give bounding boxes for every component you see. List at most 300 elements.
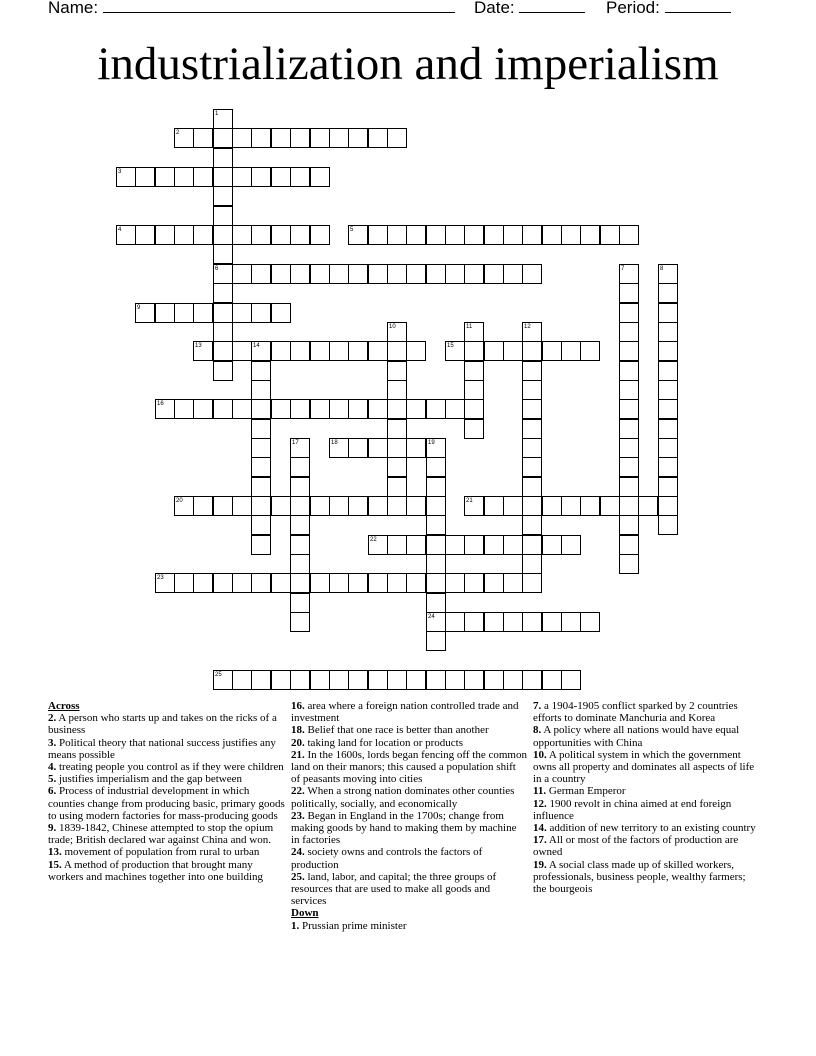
clue-item — [533, 700, 761, 724]
grid-cell[interactable] — [368, 496, 388, 516]
grid-cell[interactable] — [232, 128, 252, 148]
clue-item — [533, 798, 761, 822]
grid-cell[interactable] — [290, 515, 310, 535]
grid-cell[interactable] — [522, 380, 542, 400]
grid-cell[interactable] — [658, 399, 678, 419]
clue-item-number: 7. — [533, 700, 542, 712]
clue-number: 21 — [466, 498, 473, 504]
grid-cell[interactable] — [290, 535, 310, 555]
grid-cell[interactable] — [638, 496, 658, 516]
grid-cell[interactable] — [503, 612, 523, 632]
grid-cell[interactable] — [193, 573, 213, 593]
grid-cell[interactable] — [232, 264, 252, 284]
grid-cell[interactable] — [329, 264, 349, 284]
grid-cell[interactable] — [271, 670, 291, 690]
grid-cell[interactable] — [348, 399, 368, 419]
grid-cell[interactable] — [619, 380, 639, 400]
down-heading: Down — [291, 907, 319, 920]
clue-item — [291, 749, 527, 786]
grid-cell[interactable] — [503, 670, 523, 690]
clue-number: 14 — [253, 343, 260, 349]
grid-cell[interactable] — [310, 341, 330, 361]
grid-cell[interactable] — [251, 399, 271, 419]
clue-item-number: 11. — [533, 785, 547, 798]
grid-cell[interactable] — [542, 612, 562, 632]
grid-cell[interactable] — [368, 670, 388, 690]
grid-cell[interactable] — [368, 573, 388, 593]
grid-cell[interactable] — [522, 225, 542, 245]
grid-cell[interactable] — [271, 167, 291, 187]
grid-cell[interactable] — [213, 573, 233, 593]
grid-cell[interactable] — [522, 264, 542, 284]
grid-cell[interactable] — [445, 225, 465, 245]
grid-cell[interactable] — [464, 399, 484, 419]
grid-cell[interactable] — [619, 438, 639, 458]
grid-cell[interactable] — [503, 535, 523, 555]
grid-cell[interactable] — [251, 496, 271, 516]
grid-cell[interactable] — [271, 225, 291, 245]
grid-cell[interactable] — [658, 457, 678, 477]
grid-cell[interactable] — [484, 341, 504, 361]
grid-cell[interactable] — [561, 496, 581, 516]
grid-cell[interactable] — [619, 399, 639, 419]
clue-item-number: 9. — [48, 822, 57, 835]
grid-cell[interactable] — [600, 496, 620, 516]
grid-cell[interactable] — [213, 148, 233, 168]
grid-cell[interactable] — [310, 670, 330, 690]
grid-cell[interactable] — [580, 612, 600, 632]
clue-column-1 — [48, 700, 288, 883]
grid-cell[interactable] — [387, 341, 407, 361]
grid-cell[interactable] — [213, 225, 233, 245]
grid-cell[interactable] — [232, 225, 252, 245]
grid-cell[interactable] — [484, 573, 504, 593]
grid-cell[interactable] — [406, 496, 426, 516]
grid-cell[interactable] — [232, 670, 252, 690]
grid-cell[interactable] — [290, 225, 310, 245]
grid-cell[interactable] — [329, 128, 349, 148]
grid-cell[interactable] — [542, 496, 562, 516]
clue-item-text: treating people you control as if they were children — [59, 761, 284, 774]
grid-cell[interactable] — [426, 593, 446, 613]
clue-item — [48, 822, 288, 846]
grid-cell[interactable] — [271, 303, 291, 323]
clue-item — [291, 737, 527, 749]
grid-cell[interactable] — [387, 477, 407, 497]
grid-cell[interactable] — [658, 380, 678, 400]
grid-cell[interactable] — [619, 457, 639, 477]
clue-item — [291, 810, 527, 847]
grid-cell[interactable] — [464, 612, 484, 632]
clue-item — [48, 785, 288, 822]
grid-cell[interactable] — [426, 264, 446, 284]
grid-cell[interactable] — [503, 573, 523, 593]
grid-cell[interactable] — [619, 477, 639, 497]
grid-cell[interactable] — [213, 128, 233, 148]
clue-item — [48, 737, 288, 761]
grid-cell[interactable] — [658, 438, 678, 458]
grid-cell[interactable] — [619, 225, 639, 245]
grid-cell[interactable] — [522, 419, 542, 439]
grid-cell[interactable] — [464, 535, 484, 555]
grid-cell[interactable] — [387, 535, 407, 555]
grid-cell[interactable] — [348, 670, 368, 690]
grid-cell[interactable] — [251, 225, 271, 245]
grid-cell[interactable] — [387, 361, 407, 381]
grid-cell[interactable] — [387, 380, 407, 400]
clue-item-text: justifies imperialism and the gap between — [59, 773, 242, 786]
grid-cell[interactable] — [619, 341, 639, 361]
grid-cell[interactable] — [387, 225, 407, 245]
clue-item-number: 1. — [291, 919, 300, 932]
grid-cell[interactable] — [426, 496, 446, 516]
grid-cell[interactable] — [561, 341, 581, 361]
grid-cell[interactable] — [445, 573, 465, 593]
grid-cell[interactable] — [310, 167, 330, 187]
grid-cell[interactable] — [464, 419, 484, 439]
grid-cell[interactable] — [232, 303, 252, 323]
grid-cell[interactable] — [580, 341, 600, 361]
clue-item-number: 10. — [533, 748, 547, 761]
grid-cell[interactable] — [619, 554, 639, 574]
grid-cell[interactable] — [368, 341, 388, 361]
across-heading: Across — [48, 700, 80, 712]
clue-item-text: society owns and controls the factors of production — [291, 846, 483, 871]
grid-cell[interactable] — [561, 612, 581, 632]
grid-cell[interactable] — [290, 477, 310, 497]
clue-item — [533, 822, 761, 834]
grid-cell[interactable] — [290, 554, 310, 574]
clue-number: 18 — [331, 440, 338, 446]
grid-cell[interactable] — [522, 612, 542, 632]
clue-number: 19 — [428, 440, 435, 446]
grid-cell[interactable] — [213, 303, 233, 323]
clue-item-number: 13. — [48, 846, 62, 859]
clue-item — [48, 712, 288, 736]
grid-cell[interactable] — [658, 496, 678, 516]
grid-cell[interactable] — [310, 225, 330, 245]
grid-cell[interactable] — [251, 419, 271, 439]
grid-cell[interactable] — [174, 303, 194, 323]
grid-cell[interactable] — [522, 573, 542, 593]
grid-cell[interactable] — [290, 341, 310, 361]
grid-cell[interactable] — [368, 264, 388, 284]
grid-cell[interactable] — [271, 573, 291, 593]
grid-cell[interactable] — [406, 225, 426, 245]
grid-cell[interactable] — [251, 264, 271, 284]
grid-cell[interactable] — [484, 670, 504, 690]
grid-cell[interactable] — [348, 264, 368, 284]
clue-number: 2 — [176, 130, 180, 136]
grid-cell[interactable] — [426, 535, 446, 555]
grid-cell[interactable] — [503, 496, 523, 516]
grid-cell[interactable] — [155, 167, 175, 187]
grid-cell[interactable] — [310, 496, 330, 516]
grid-cell[interactable] — [387, 399, 407, 419]
grid-cell[interactable] — [387, 438, 407, 458]
grid-cell[interactable] — [193, 399, 213, 419]
grid-cell[interactable] — [484, 535, 504, 555]
grid-cell[interactable] — [426, 515, 446, 535]
clue-item-text: In the 1600s, lords began fencing off the common land on their manors; this caused a population shift of peasants moving into cities — [291, 748, 527, 786]
grid-cell[interactable] — [522, 361, 542, 381]
grid-cell[interactable] — [387, 457, 407, 477]
grid-cell[interactable] — [503, 264, 523, 284]
grid-cell[interactable] — [193, 225, 213, 245]
grid-cell[interactable] — [271, 496, 291, 516]
grid-cell[interactable] — [387, 670, 407, 690]
grid-cell[interactable] — [426, 631, 446, 651]
grid-cell[interactable] — [193, 303, 213, 323]
grid-cell[interactable] — [290, 496, 310, 516]
grid-cell[interactable] — [542, 535, 562, 555]
clue-item — [291, 871, 527, 908]
grid-cell[interactable] — [213, 341, 233, 361]
grid-cell[interactable] — [406, 573, 426, 593]
grid-cell[interactable] — [445, 612, 465, 632]
clue-item — [533, 859, 761, 896]
grid-cell[interactable] — [387, 128, 407, 148]
grid-cell[interactable] — [213, 399, 233, 419]
grid-cell[interactable] — [484, 612, 504, 632]
grid-cell[interactable] — [522, 515, 542, 535]
grid-cell[interactable] — [290, 612, 310, 632]
grid-cell[interactable] — [213, 283, 233, 303]
clue-number: 6 — [215, 266, 219, 272]
grid-cell[interactable] — [522, 457, 542, 477]
grid-cell[interactable] — [155, 303, 175, 323]
grid-cell[interactable] — [580, 496, 600, 516]
grid-cell[interactable] — [251, 535, 271, 555]
grid-cell[interactable] — [290, 593, 310, 613]
grid-cell[interactable] — [193, 128, 213, 148]
grid-cell[interactable] — [542, 225, 562, 245]
grid-cell[interactable] — [406, 264, 426, 284]
grid-cell[interactable] — [290, 399, 310, 419]
grid-cell[interactable] — [251, 457, 271, 477]
clue-item-text: A method of production that brought many workers and machines together into one building — [48, 858, 264, 883]
grid-cell[interactable] — [155, 225, 175, 245]
grid-cell[interactable] — [387, 496, 407, 516]
grid-cell[interactable] — [329, 496, 349, 516]
clue-item-number: 5. — [48, 773, 57, 786]
grid-cell[interactable] — [464, 670, 484, 690]
grid-cell[interactable] — [619, 419, 639, 439]
grid-cell[interactable] — [271, 264, 291, 284]
grid-cell[interactable] — [600, 225, 620, 245]
grid-cell[interactable] — [464, 380, 484, 400]
grid-cell[interactable] — [213, 361, 233, 381]
grid-cell[interactable] — [251, 167, 271, 187]
grid-cell[interactable] — [290, 573, 310, 593]
grid-cell[interactable] — [329, 670, 349, 690]
grid-cell[interactable] — [232, 573, 252, 593]
grid-cell[interactable] — [406, 535, 426, 555]
grid-cell[interactable] — [658, 322, 678, 342]
grid-cell[interactable] — [368, 438, 388, 458]
clue-item-text: All or most of the factors of production are owned — [533, 834, 739, 859]
grid-cell[interactable] — [619, 361, 639, 381]
grid-cell[interactable] — [522, 496, 542, 516]
grid-cell[interactable] — [290, 670, 310, 690]
grid-cell[interactable] — [135, 225, 155, 245]
grid-cell[interactable] — [213, 496, 233, 516]
grid-cell[interactable] — [445, 535, 465, 555]
grid-cell[interactable] — [522, 438, 542, 458]
clue-item-text: 1839-1842, Chinese attempted to stop the opium trade; British declared war against China and won. — [48, 822, 274, 847]
grid-cell[interactable] — [232, 341, 252, 361]
grid-cell[interactable] — [387, 573, 407, 593]
grid-cell[interactable] — [290, 128, 310, 148]
grid-cell[interactable] — [193, 496, 213, 516]
grid-cell[interactable] — [464, 225, 484, 245]
grid-cell[interactable] — [213, 167, 233, 187]
clue-item-number: 4. — [48, 761, 57, 774]
grid-cell[interactable] — [329, 341, 349, 361]
grid-cell[interactable] — [619, 303, 639, 323]
grid-cell[interactable] — [174, 573, 194, 593]
grid-cell[interactable] — [251, 128, 271, 148]
grid-cell[interactable] — [426, 225, 446, 245]
grid-cell[interactable] — [213, 322, 233, 342]
grid-cell[interactable] — [232, 167, 252, 187]
grid-cell[interactable] — [658, 477, 678, 497]
grid-cell[interactable] — [542, 670, 562, 690]
grid-cell[interactable] — [232, 399, 252, 419]
grid-cell[interactable] — [619, 283, 639, 303]
grid-cell[interactable] — [387, 264, 407, 284]
grid-cell[interactable] — [503, 341, 523, 361]
grid-cell[interactable] — [658, 419, 678, 439]
grid-cell[interactable] — [368, 399, 388, 419]
grid-cell[interactable] — [135, 167, 155, 187]
grid-cell[interactable] — [368, 225, 388, 245]
clue-item — [291, 700, 527, 724]
grid-cell[interactable] — [522, 477, 542, 497]
grid-cell[interactable] — [271, 341, 291, 361]
grid-cell[interactable] — [445, 399, 465, 419]
grid-cell[interactable] — [329, 573, 349, 593]
grid-cell[interactable] — [348, 341, 368, 361]
grid-cell[interactable] — [368, 128, 388, 148]
puzzle-title: industrialization and imperialism — [97, 38, 719, 90]
grid-cell[interactable] — [522, 670, 542, 690]
clue-item — [48, 846, 288, 858]
grid-cell[interactable] — [464, 361, 484, 381]
clue-item-number: 6. — [48, 785, 57, 798]
grid-cell[interactable] — [619, 535, 639, 555]
grid-cell[interactable] — [658, 303, 678, 323]
grid-cell[interactable] — [445, 670, 465, 690]
grid-cell[interactable] — [658, 341, 678, 361]
grid-cell[interactable] — [406, 670, 426, 690]
grid-cell[interactable] — [426, 457, 446, 477]
grid-cell[interactable] — [251, 670, 271, 690]
clue-item-text: Belief that one race is better than another — [307, 724, 489, 737]
grid-cell[interactable] — [503, 225, 523, 245]
grid-cell[interactable] — [406, 399, 426, 419]
grid-cell[interactable] — [213, 186, 233, 206]
grid-cell[interactable] — [174, 225, 194, 245]
grid-cell[interactable] — [213, 206, 233, 226]
grid-cell[interactable] — [406, 341, 426, 361]
grid-cell[interactable] — [310, 264, 330, 284]
grid-cell[interactable] — [251, 303, 271, 323]
grid-cell[interactable] — [406, 438, 426, 458]
grid-cell[interactable] — [658, 361, 678, 381]
grid-cell[interactable] — [580, 225, 600, 245]
grid-cell[interactable] — [174, 399, 194, 419]
grid-cell[interactable] — [271, 399, 291, 419]
grid-cell[interactable] — [464, 264, 484, 284]
grid-cell[interactable] — [522, 554, 542, 574]
grid-cell[interactable] — [561, 225, 581, 245]
grid-cell[interactable] — [251, 438, 271, 458]
grid-cell[interactable] — [522, 535, 542, 555]
grid-cell[interactable] — [561, 535, 581, 555]
grid-cell[interactable] — [310, 128, 330, 148]
grid-cell[interactable] — [658, 283, 678, 303]
grid-cell[interactable] — [522, 399, 542, 419]
grid-cell[interactable] — [619, 322, 639, 342]
grid-cell[interactable] — [251, 380, 271, 400]
grid-cell[interactable] — [464, 341, 484, 361]
grid-cell[interactable] — [329, 399, 349, 419]
grid-cell[interactable] — [426, 477, 446, 497]
grid-cell[interactable] — [348, 496, 368, 516]
grid-cell[interactable] — [271, 128, 291, 148]
clue-column-3 — [533, 700, 761, 895]
grid-cell[interactable] — [464, 573, 484, 593]
grid-cell[interactable] — [658, 515, 678, 535]
clue-item-number: 20. — [291, 736, 305, 749]
grid-cell[interactable] — [290, 167, 310, 187]
grid-cell[interactable] — [561, 670, 581, 690]
grid-cell[interactable] — [310, 573, 330, 593]
grid-cell[interactable] — [348, 438, 368, 458]
grid-cell[interactable] — [426, 399, 446, 419]
grid-cell[interactable] — [426, 573, 446, 593]
grid-cell[interactable] — [619, 515, 639, 535]
grid-cell[interactable] — [348, 573, 368, 593]
grid-cell[interactable] — [542, 341, 562, 361]
grid-cell[interactable] — [251, 573, 271, 593]
grid-cell[interactable] — [213, 244, 233, 264]
grid-cell[interactable] — [484, 496, 504, 516]
grid-cell[interactable] — [426, 670, 446, 690]
clue-number: 15 — [447, 343, 454, 349]
grid-cell[interactable] — [484, 225, 504, 245]
grid-cell[interactable] — [426, 554, 446, 574]
grid-cell[interactable] — [193, 167, 213, 187]
clue-item-number: 12. — [533, 797, 547, 810]
grid-cell[interactable] — [310, 399, 330, 419]
grid-cell[interactable] — [619, 496, 639, 516]
clue-number: 10 — [389, 324, 396, 330]
grid-cell[interactable] — [290, 457, 310, 477]
grid-cell[interactable] — [445, 264, 465, 284]
grid-cell[interactable] — [251, 515, 271, 535]
grid-cell[interactable] — [232, 496, 252, 516]
grid-cell[interactable] — [348, 128, 368, 148]
grid-cell[interactable] — [484, 264, 504, 284]
grid-cell[interactable] — [522, 341, 542, 361]
grid-cell[interactable] — [387, 419, 407, 439]
grid-cell[interactable] — [290, 264, 310, 284]
grid-cell[interactable] — [174, 167, 194, 187]
grid-cell[interactable] — [251, 477, 271, 497]
grid-cell[interactable] — [251, 361, 271, 381]
